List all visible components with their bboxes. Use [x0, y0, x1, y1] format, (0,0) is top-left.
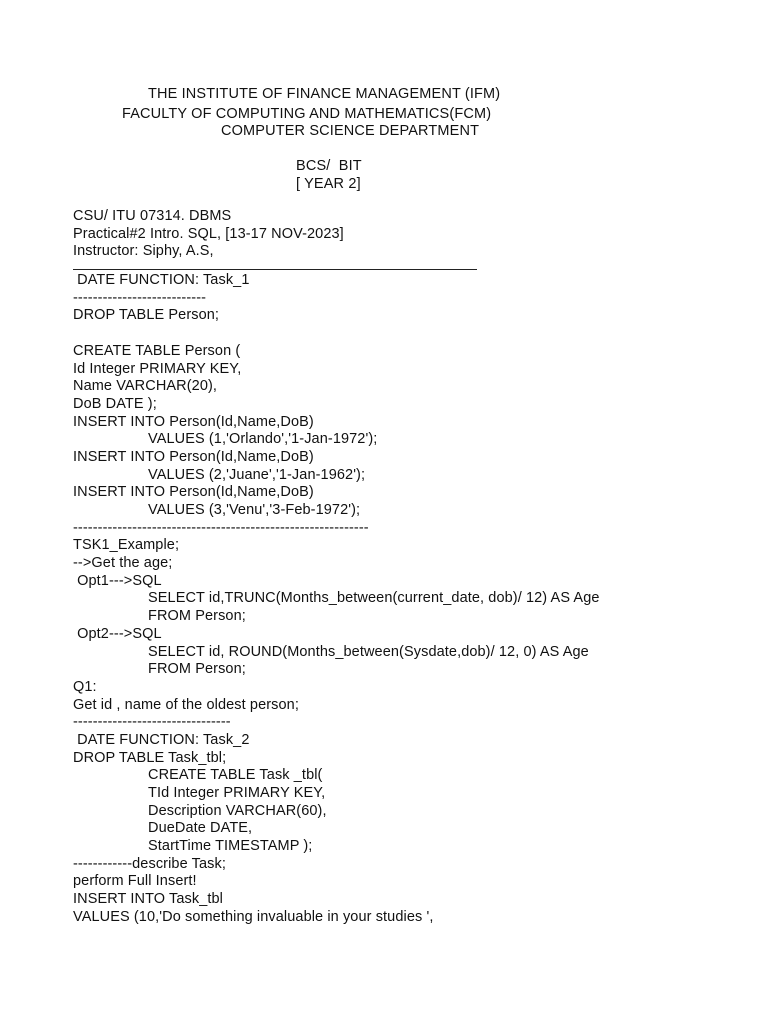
code-line: VALUES (2,'Juane','1-Jan-1962'); — [148, 466, 366, 483]
question-text: Get id , name of the oldest person; — [73, 696, 299, 713]
department-title: COMPUTER SCIENCE DEPARTMENT — [221, 123, 480, 139]
code-line: VALUES (3,'Venu','3-Feb-1972'); — [148, 502, 361, 518]
course-code: CSU/ ITU 07314. DBMS — [73, 208, 232, 224]
code-line: TId Integer PRIMARY KEY, — [148, 785, 326, 801]
code-line: FROM Person; — [148, 608, 246, 625]
text-line: -->Get the age; — [73, 555, 173, 572]
code-line: SELECT id, ROUND(Months_between(Sysdate,dob)/ 12, 0) AS Age — [148, 643, 589, 660]
code-line: Name VARCHAR(20), — [73, 378, 218, 395]
programme-label: BCS/ BIT — [296, 158, 362, 174]
code-line: SELECT id,TRUNC(Months_between(current_date, dob)/ 12) AS Age — [148, 590, 600, 607]
dash-separator: --------------------------- — [73, 289, 207, 306]
code-line: DROP TABLE Person; — [73, 307, 220, 324]
practical-title: Practical#2 Intro. SQL, [13-17 NOV-2023] — [73, 225, 344, 242]
year-label: [ YEAR 2] — [296, 176, 361, 192]
task1-heading: DATE FUNCTION: Task_1 — [73, 272, 250, 289]
text-line: perform Full Insert! — [73, 873, 197, 890]
code-line: CREATE TABLE Person ( — [73, 342, 241, 359]
code-line: VALUES (1,'Orlando','1-Jan-1972'); — [148, 431, 378, 448]
code-line: DROP TABLE Task_tbl; — [73, 749, 227, 766]
code-line: INSERT INTO Person(Id,Name,DoB) — [73, 448, 314, 465]
faculty-title: FACULTY OF COMPUTING AND MATHEMATICS(FCM) — [122, 106, 492, 122]
dash-separator: -------------------------------- — [73, 714, 231, 731]
code-line: FROM Person; — [148, 661, 246, 678]
option-label: Opt2--->SQL — [73, 625, 162, 642]
blank-line — [73, 325, 600, 343]
code-line: INSERT INTO Person(Id,Name,DoB) — [73, 413, 314, 430]
code-line: DoB DATE ); — [73, 395, 157, 412]
instructor-line: Instructor: Siphy, A.S, — [73, 243, 214, 260]
code-line: VALUES (10,'Do something invaluable in your studies ', — [73, 908, 434, 925]
code-line: CREATE TABLE Task _tbl( — [148, 767, 323, 784]
text-line: ------------describe Task; — [73, 855, 226, 872]
dash-separator: ------------------------------------------------------------ — [73, 519, 369, 536]
option-label: Opt1--->SQL — [73, 572, 162, 589]
code-line: StartTime TIMESTAMP ); — [148, 838, 313, 855]
code-line: INSERT INTO Task_tbl — [73, 891, 224, 908]
document-body — [73, 208, 600, 927]
institute-title: THE INSTITUTE OF FINANCE MANAGEMENT (IFM) — [148, 86, 501, 102]
code-line: DueDate DATE, — [148, 820, 253, 837]
horizontal-rule — [73, 269, 477, 270]
code-line: INSERT INTO Person(Id,Name,DoB) — [73, 484, 314, 501]
question-label: Q1: — [73, 678, 97, 695]
code-line: Id Integer PRIMARY KEY, — [73, 360, 242, 377]
task2-heading: DATE FUNCTION: Task_2 — [73, 731, 250, 748]
code-line: Description VARCHAR(60), — [148, 802, 327, 819]
example-heading: TSK1_Example; — [73, 537, 180, 554]
